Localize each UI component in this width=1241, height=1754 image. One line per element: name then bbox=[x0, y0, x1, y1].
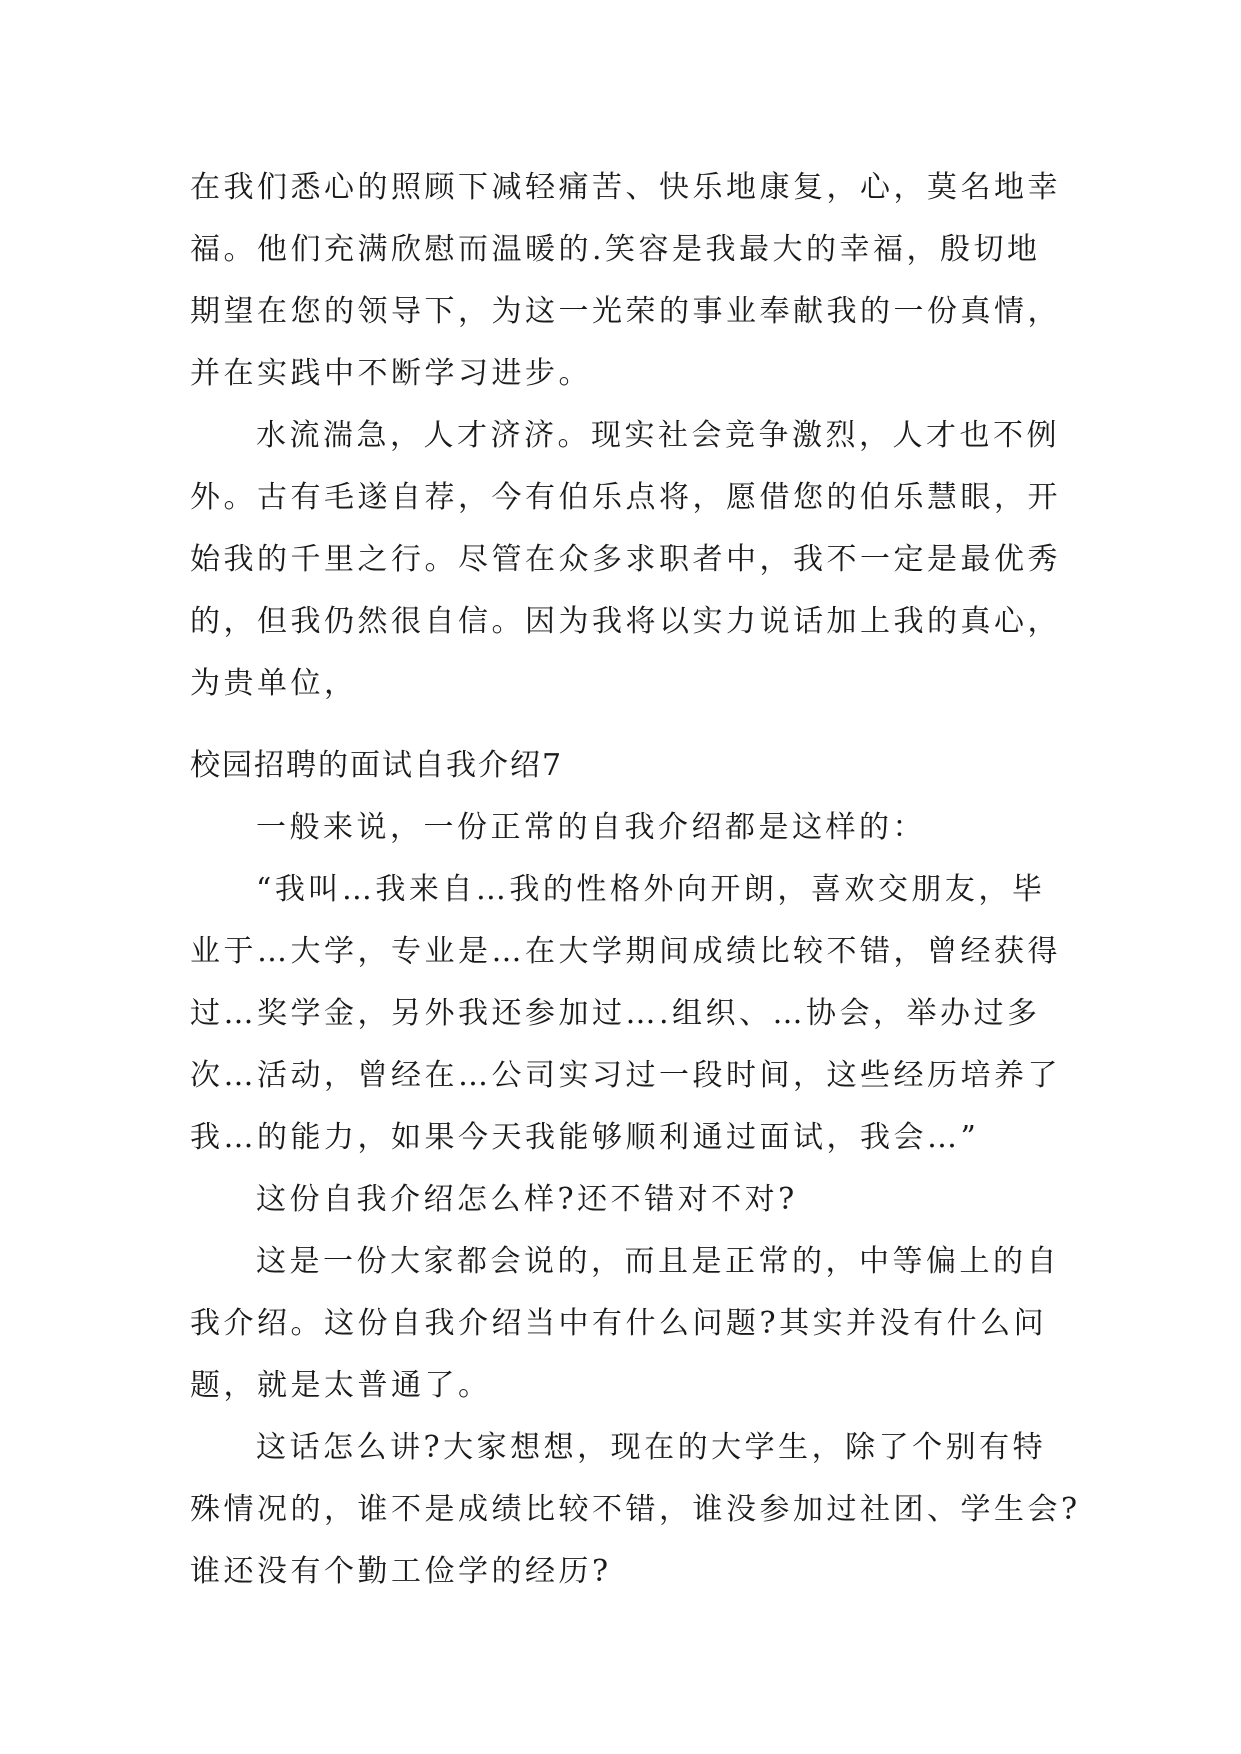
text-line: 谁还没有个勤工俭学的经历? bbox=[190, 1554, 612, 1589]
text-line: “我叫…我来自…我的性格外向开朗，喜欢交朋友，毕 bbox=[256, 872, 1046, 907]
paragraph-intro bbox=[190, 797, 1070, 859]
text-line: 次…活动，曾经在…公司实习过一段时间，这些经历培养了 bbox=[190, 1058, 1061, 1093]
text-line: 题，就是太普通了。 bbox=[190, 1368, 492, 1403]
text-line: 一般来说，一份正常的自我介绍都是这样的： bbox=[256, 810, 926, 845]
text-line: 在我们悉心的照顾下减轻痛苦、快乐地康复，心，莫名地幸 bbox=[190, 170, 1061, 205]
bottom-text-block bbox=[190, 735, 1081, 1603]
paragraph-talent bbox=[190, 405, 1070, 715]
top-text-block bbox=[190, 157, 1070, 715]
text-line: 我…的能力，如果今天我能够顺利通过面试，我会…” bbox=[190, 1120, 980, 1155]
text-line: 业于…大学，专业是…在大学期间成绩比较不错，曾经获得 bbox=[190, 934, 1061, 969]
text-line: 外。古有毛遂自荐，今有伯乐点将，愿借您的伯乐慧眼，开 bbox=[190, 480, 1061, 515]
paragraph-care bbox=[190, 157, 1070, 405]
text-line: 这份自我介绍怎么样?还不错对不对? bbox=[256, 1182, 798, 1217]
paragraph-analysis bbox=[190, 1231, 1070, 1417]
text-line: 殊情况的，谁不是成绩比较不错，谁没参加过社团、学生会? bbox=[190, 1492, 1081, 1527]
paragraph-question bbox=[190, 1169, 1070, 1231]
paragraph-sample-intro bbox=[190, 859, 1070, 1169]
text-line: 并在实践中不断学习进步。 bbox=[190, 356, 592, 391]
text-line: 这是一份大家都会说的，而且是正常的，中等偏上的自 bbox=[256, 1244, 1060, 1279]
text-line: 水流湍急，人才济济。现实社会竞争激烈，人才也不例 bbox=[256, 418, 1060, 453]
text-line: 福。他们充满欣慰而温暖的.笑容是我最大的幸福，殷切地 bbox=[190, 232, 1041, 267]
paragraph-explanation bbox=[190, 1417, 1081, 1603]
text-line: 期望在您的领导下，为这一光荣的事业奉献我的一份真情， bbox=[190, 294, 1061, 329]
section-heading: 校园招聘的面试自我介绍7 bbox=[190, 748, 564, 783]
text-line: 这话怎么讲?大家想想，现在的大学生，除了个别有特 bbox=[256, 1430, 1047, 1465]
text-line: 为贵单位， bbox=[190, 666, 358, 701]
text-line: 始我的千里之行。尽管在众多求职者中，我不一定是最优秀 bbox=[190, 542, 1061, 577]
text-line: 的，但我仍然很自信。因为我将以实力说话加上我的真心， bbox=[190, 604, 1061, 639]
text-line: 我介绍。这份自我介绍当中有什么问题?其实并没有什么问 bbox=[190, 1306, 1048, 1341]
text-line: 过…奖学金，另外我还参加过….组织、…协会，举办过多 bbox=[190, 996, 1041, 1031]
